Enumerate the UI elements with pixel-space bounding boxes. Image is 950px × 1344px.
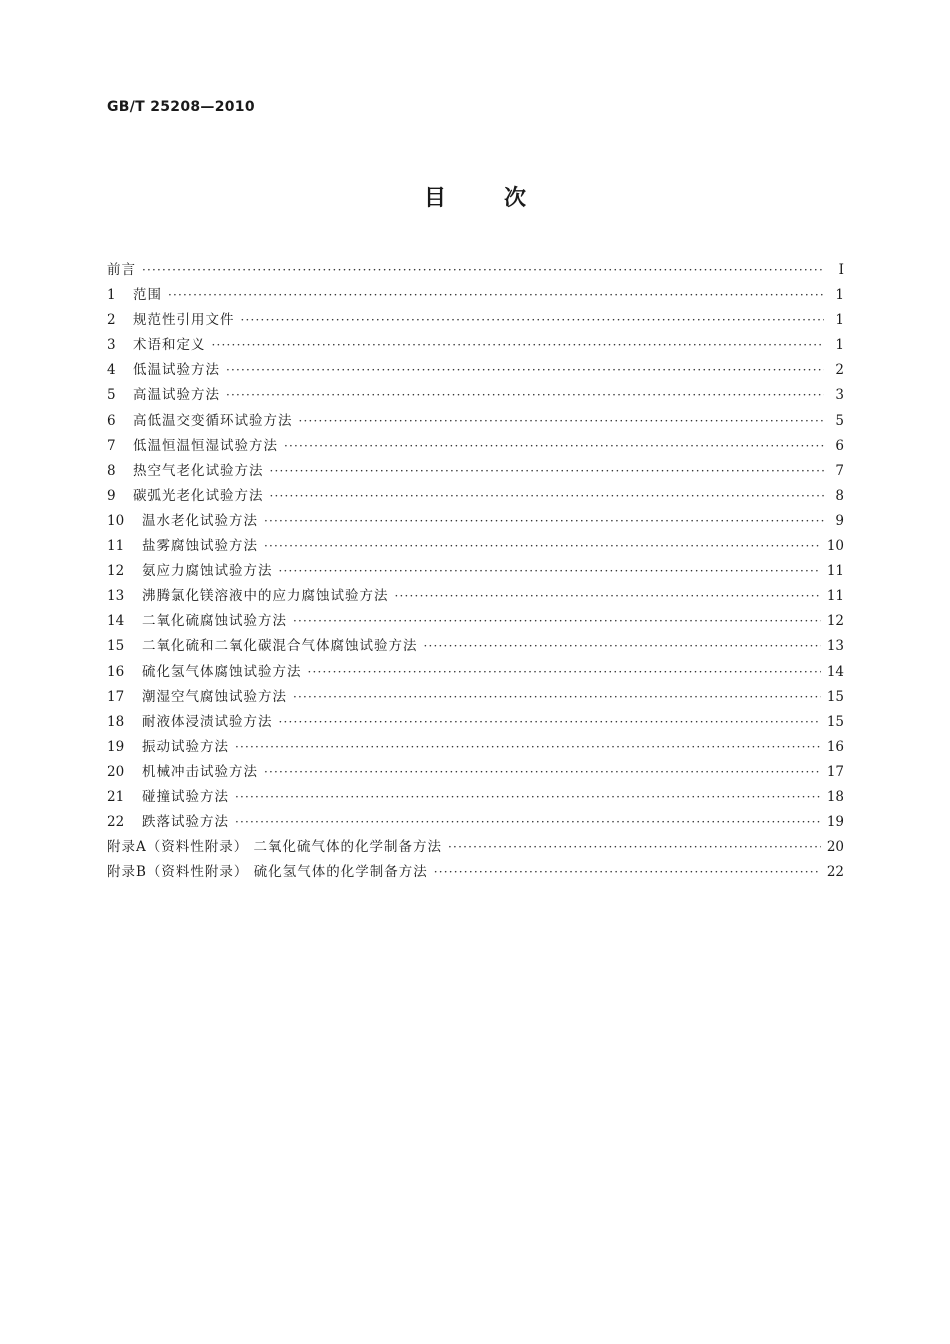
toc-entry-title: 前言 xyxy=(107,262,136,278)
toc-entry-title: 潮湿空气腐蚀试验方法 xyxy=(142,688,287,705)
toc-entry-title: 温水老化试验方法 xyxy=(142,512,258,529)
toc-entry-page: Ⅰ xyxy=(838,262,844,278)
toc-entry-number: 13 xyxy=(107,588,125,605)
toc-entry-title: 热空气老化试验方法 xyxy=(133,462,264,479)
toc-entry-number: 18 xyxy=(107,713,125,730)
toc-entry[interactable] xyxy=(107,860,844,885)
toc-entry-page: 12 xyxy=(826,613,844,630)
toc-entry-number: 9 xyxy=(107,487,116,504)
toc-entry-title: 高低温交变循环试验方法 xyxy=(133,412,293,429)
toc-entry[interactable] xyxy=(107,383,844,408)
toc-dot-leader xyxy=(448,835,821,860)
toc-entry-page: 16 xyxy=(826,738,844,755)
toc-dot-leader xyxy=(270,459,825,484)
toc-dot-leader xyxy=(168,283,824,308)
toc-entry[interactable] xyxy=(107,835,844,860)
toc-entry[interactable] xyxy=(107,609,844,634)
toc-entry-page: 15 xyxy=(826,713,844,730)
toc-entry-page: 13 xyxy=(826,638,844,655)
toc-entry-page: 14 xyxy=(826,663,844,680)
toc-entry-page: 10 xyxy=(826,538,844,555)
toc-dot-leader xyxy=(284,434,824,459)
table-of-contents xyxy=(107,258,844,885)
toc-entry[interactable] xyxy=(107,559,844,584)
toc-dot-leader xyxy=(264,509,824,534)
toc-entry-page: 15 xyxy=(826,688,844,705)
toc-entry[interactable] xyxy=(107,509,844,534)
toc-entry-number: 14 xyxy=(107,613,125,630)
toc-entry-title: 耐液体浸渍试验方法 xyxy=(142,713,273,730)
toc-dot-leader xyxy=(226,383,824,408)
toc-entry[interactable] xyxy=(107,710,844,735)
toc-entry-title: 硫化氢气体腐蚀试验方法 xyxy=(142,663,302,680)
toc-dot-leader xyxy=(226,358,824,383)
toc-entry-title: 二氧化硫腐蚀试验方法 xyxy=(142,613,287,630)
toc-entry-number: 11 xyxy=(107,538,125,555)
toc-dot-leader xyxy=(235,810,821,835)
toc-dot-leader xyxy=(235,735,821,760)
toc-entry[interactable] xyxy=(107,434,844,459)
toc-dot-leader xyxy=(212,333,825,358)
toc-entry-page: 7 xyxy=(835,462,844,479)
toc-entry-number: 16 xyxy=(107,663,125,680)
toc-entry-number: 12 xyxy=(107,563,125,580)
toc-entry-number: 7 xyxy=(107,437,116,454)
toc-entry-number: 3 xyxy=(107,337,116,354)
toc-entry-page: 11 xyxy=(826,588,844,605)
toc-entry-page: 5 xyxy=(835,412,844,429)
toc-entry-number: 21 xyxy=(107,788,125,805)
toc-entry-number: 19 xyxy=(107,738,125,755)
toc-entry-page: 17 xyxy=(826,763,844,780)
toc-entry-page: 9 xyxy=(835,512,844,529)
toc-entry-page: 6 xyxy=(835,437,844,454)
toc-entry-page: 2 xyxy=(835,362,844,379)
toc-entry-number: 22 xyxy=(107,814,125,831)
toc-dot-leader xyxy=(434,860,821,885)
page-title: 目次 xyxy=(423,186,584,211)
toc-entry-title: 碳弧光老化试验方法 xyxy=(133,487,264,504)
toc-entry-title: 术语和定义 xyxy=(133,337,206,354)
toc-entry[interactable] xyxy=(107,534,844,559)
toc-entry[interactable] xyxy=(107,660,844,685)
toc-entry[interactable] xyxy=(107,634,844,659)
toc-entry-number: 2 xyxy=(107,312,116,329)
toc-entry[interactable] xyxy=(107,685,844,710)
toc-entry-number: 8 xyxy=(107,462,116,479)
toc-dot-leader xyxy=(241,308,825,333)
toc-entry-title: 沸腾氯化镁溶液中的应力腐蚀试验方法 xyxy=(142,588,389,605)
toc-entry[interactable] xyxy=(107,735,844,760)
toc-dot-leader xyxy=(395,584,821,609)
toc-entry[interactable] xyxy=(107,308,844,333)
toc-entry-title: 碰撞试验方法 xyxy=(142,788,229,805)
toc-entry-number: 10 xyxy=(107,512,125,529)
toc-entry[interactable] xyxy=(107,785,844,810)
toc-entry-title: 范围 xyxy=(133,287,162,304)
toc-entry-page: 22 xyxy=(826,864,844,881)
toc-entry[interactable] xyxy=(107,760,844,785)
toc-entry-page: 3 xyxy=(835,387,844,404)
toc-entry-number: 20 xyxy=(107,763,125,780)
toc-entry-title: 盐雾腐蚀试验方法 xyxy=(142,538,258,555)
toc-entry[interactable] xyxy=(107,810,844,835)
toc-entry-page: 8 xyxy=(835,487,844,504)
toc-entry-page: 20 xyxy=(826,839,844,856)
toc-entry-title: 低温恒温恒湿试验方法 xyxy=(133,437,278,454)
toc-dot-leader xyxy=(293,685,821,710)
standard-number: GB/T 25208—2010 xyxy=(107,99,255,115)
toc-entry-number: 6 xyxy=(107,412,116,429)
toc-entry-number: 4 xyxy=(107,362,116,379)
toc-dot-leader xyxy=(264,534,821,559)
toc-dot-leader xyxy=(142,258,824,283)
toc-entry-page: 1 xyxy=(835,287,844,304)
toc-dot-leader xyxy=(279,559,821,584)
toc-entry-title: 机械冲击试验方法 xyxy=(142,763,258,780)
toc-dot-leader xyxy=(299,409,825,434)
toc-entry[interactable] xyxy=(107,484,844,509)
toc-entry-page: 1 xyxy=(835,337,844,354)
toc-entry-title: 附录A（资料性附录） 二氧化硫气体的化学制备方法 xyxy=(107,839,443,856)
toc-entry-number: 15 xyxy=(107,638,125,655)
toc-entry[interactable] xyxy=(107,258,844,283)
toc-dot-leader xyxy=(235,785,821,810)
toc-entry-title: 二氧化硫和二氧化碳混合气体腐蚀试验方法 xyxy=(142,638,418,655)
toc-entry[interactable] xyxy=(107,333,844,358)
toc-entry[interactable] xyxy=(107,283,844,308)
toc-dot-leader xyxy=(279,710,821,735)
toc-entry-page: 18 xyxy=(826,788,844,805)
toc-dot-leader xyxy=(264,760,821,785)
toc-entry[interactable] xyxy=(107,459,844,484)
toc-entry-title: 低温试验方法 xyxy=(133,362,220,379)
toc-entry-title: 氨应力腐蚀试验方法 xyxy=(142,563,273,580)
toc-entry-number: 17 xyxy=(107,688,125,705)
toc-entry-page: 11 xyxy=(826,563,844,580)
toc-entry-title: 跌落试验方法 xyxy=(142,814,229,831)
toc-dot-leader xyxy=(270,484,825,509)
toc-entry-title: 振动试验方法 xyxy=(142,738,229,755)
toc-entry-number: 1 xyxy=(107,287,116,304)
toc-dot-leader xyxy=(424,634,821,659)
toc-dot-leader xyxy=(293,609,821,634)
toc-entry-title: 附录B（资料性附录） 硫化氢气体的化学制备方法 xyxy=(107,864,428,881)
toc-entry-title: 规范性引用文件 xyxy=(133,312,235,329)
toc-entry-number: 5 xyxy=(107,387,116,404)
toc-entry[interactable] xyxy=(107,584,844,609)
toc-entry[interactable] xyxy=(107,409,844,434)
toc-entry-page: 19 xyxy=(826,814,844,831)
toc-dot-leader xyxy=(308,660,821,685)
toc-entry-title: 高温试验方法 xyxy=(133,387,220,404)
toc-entry-page: 1 xyxy=(835,312,844,329)
toc-entry[interactable] xyxy=(107,358,844,383)
